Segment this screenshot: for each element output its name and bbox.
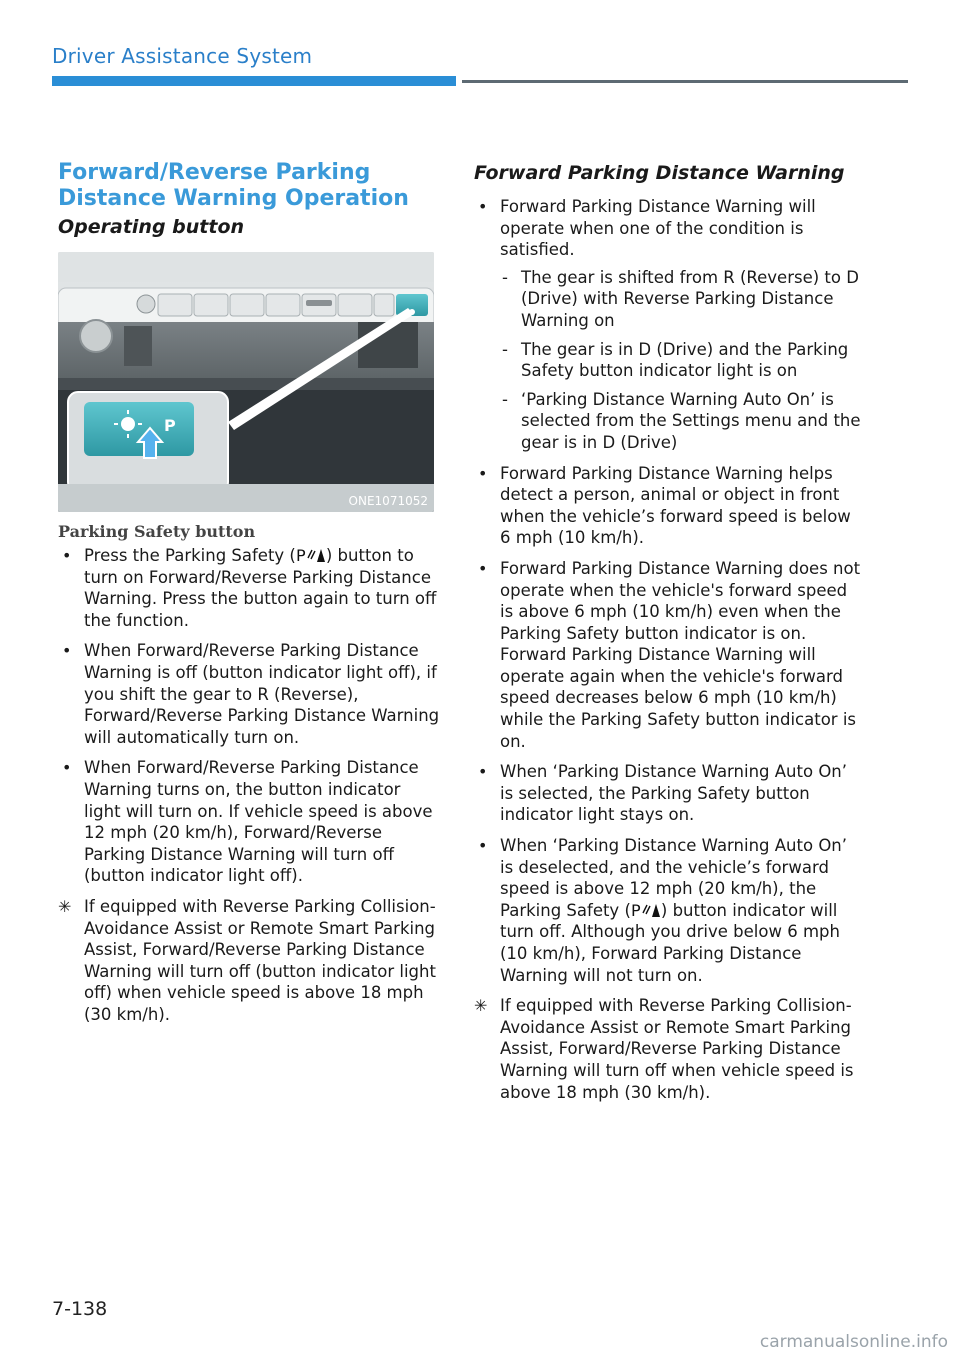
running-header: Driver Assistance System <box>52 44 313 68</box>
list-item: • Forward Parking Distance Warning will operate when one of the condition is satisfied. - The gear is shifted from R (Reverse) to D (Drive) with Reverse Parking Distance Warning on - The gear is in D (Drive) and the Parking Safety button indicator light is on - ‘Parking Distance Warning Auto On’ is selected from the Settings menu and the gear is in D (Drive) <box>474 196 864 454</box>
right-section-title: Forward Parking Distance Warning <box>474 162 845 184</box>
parking-safety-icon <box>631 901 661 919</box>
parking-safety-button-figure <box>58 252 434 512</box>
svg-text:P: P <box>630 900 641 919</box>
right-bullet-list <box>474 196 864 986</box>
note-star-icon: ✳ <box>58 896 72 916</box>
list-item: • When ‘Parking Distance Warning Auto On’ is selected, the Parking Safety button indicator light stays on. <box>474 761 864 826</box>
note-star-icon: ✳ <box>474 996 488 1016</box>
list-item: • When Forward/Reverse Parking Distance Warning turns on, the button indicator light will turn on. If vehicle speed is above 12 mph (20 km/h), Forward/Reverse Parking Distance Warning will turn off (button indicator light off). <box>58 757 440 887</box>
figure-code: ONE1071052 <box>348 494 428 508</box>
list-item: • When Forward/Reverse Parking Distance Warning is off (button indicator light off), if you shift the gear to R (Reverse), Forward/Reverse Parking Distance Warning will automatically turn on. <box>58 640 440 748</box>
right-column <box>474 160 864 1103</box>
list-item: • Press the Parking Safety ( P ) button to turn on Forward/Reverse Parking Distance Warning. Press the button again to turn off the function. <box>58 545 440 631</box>
list-item: - ‘Parking Distance Warning Auto On’ is selected from the Settings menu and the gear is in D (Drive) <box>500 389 864 454</box>
parking-safety-icon <box>296 546 326 564</box>
list-item: - The gear is in D (Drive) and the Parking Safety button indicator light is on <box>500 339 864 382</box>
watermark: carmanualsonline.info <box>759 1332 948 1352</box>
page-number: 7-138 <box>52 1298 108 1320</box>
list-item: • When ‘Parking Distance Warning Auto On’ is deselected, and the vehicle’s forward speed is above 12 mph (20 km/h), the Parking Safety ( P ) button indicator will turn off. Although you drive below 6 mph (10 km/h), Forward Parking Distance Warning will not turn on. <box>474 835 864 986</box>
note: ✳ If equipped with Reverse Parking Collision-Avoidance Assist or Remote Smart Parking Assist, Forward/Reverse Parking Distance Warning will turn off when vehicle speed is above 18 mph (30 km/h). <box>474 996 854 1102</box>
list-item: • Forward Parking Distance Warning does not operate when the vehicle's forward speed is above 6 mph (10 km/h) even when the Parking Safety button indicator is on. Forward Parking Distance Warning will operate again when the vehicle's forward speed decreases below 6 mph (10 km/h) while the Parking Safety button indicator is on. <box>474 558 864 752</box>
header-accent-bar <box>52 76 456 86</box>
svg-text:P: P <box>295 546 306 564</box>
figure-caption: Parking Safety button <box>58 522 256 541</box>
list-item: • Forward Parking Distance Warning helps detect a person, animal or object in front when the vehicle’s forward speed is below 6 mph (10 km/h). <box>474 463 864 549</box>
section-title: Forward/Reverse Parking Distance Warning Operation <box>58 160 409 211</box>
condition-list <box>500 267 864 454</box>
note: ✳ If equipped with Reverse Parking Collision-Avoidance Assist or Remote Smart Parking Assist, Forward/Reverse Parking Distance Warning will turn off (button indicator light off) when vehicle speed is above 18 mph (30 km/h). <box>58 896 436 1024</box>
header-rule <box>462 80 908 83</box>
svg-text:P: P <box>164 416 176 435</box>
subtitle-operating-button: Operating button <box>58 216 245 238</box>
list-item: - The gear is shifted from R (Reverse) to D (Drive) with Reverse Parking Distance Warning on <box>500 267 864 332</box>
left-column <box>58 160 440 1025</box>
left-bullet-list <box>58 545 440 887</box>
dashboard-illustration <box>58 252 434 512</box>
